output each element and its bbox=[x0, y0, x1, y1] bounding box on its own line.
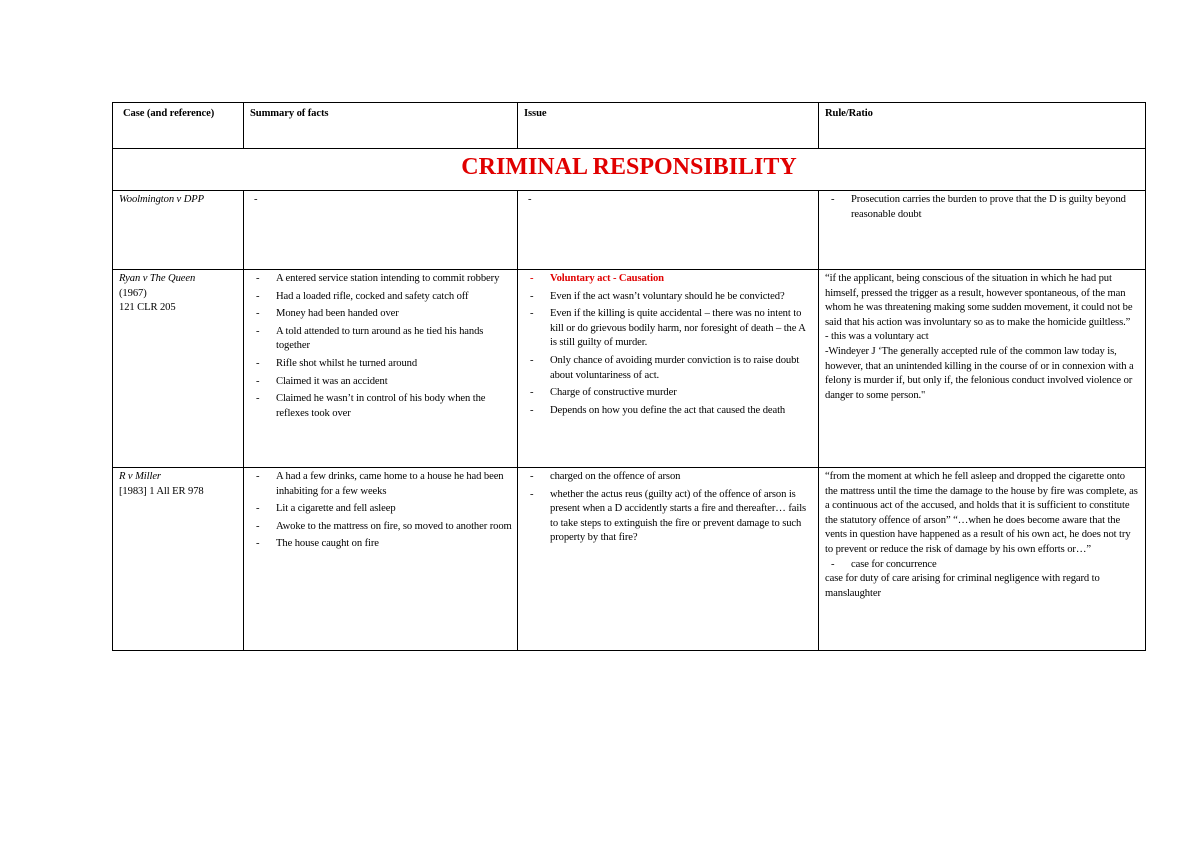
issue-list bbox=[524, 470, 813, 546]
case-name: R v Miller bbox=[119, 471, 161, 482]
issue-item: - whether the actus reus (guilty act) of the offence of arson is present when a D accidently starts a fire and thereafter… fails to take steps to extinguish the fire or prevent damage to such property by that fire? bbox=[524, 488, 813, 546]
fact-item: - Claimed he wasn’t in control of his body when the reflexes took over bbox=[250, 392, 512, 421]
case-row-ryan bbox=[113, 270, 1146, 468]
issue-item: - Only chance of avoiding murder conviction is to raise doubt about voluntariness of act. bbox=[524, 354, 813, 383]
rule-cell bbox=[819, 468, 1146, 651]
issue-item: - Even if the act wasn’t voluntary should he be convicted? bbox=[524, 290, 813, 305]
rule-quote: vents in question have happened as a result of his own act, he does not try to prevent or reduce the risk of damage by his own efforts or…” bbox=[825, 529, 1131, 555]
header-row bbox=[113, 103, 1146, 149]
fact-item: - Rifle shot whilst he turned around bbox=[250, 357, 512, 372]
fact-item: - Money had been handed over bbox=[250, 307, 512, 322]
header-rule: Rule/Ratio bbox=[819, 103, 1146, 149]
header-case: Case (and reference) bbox=[113, 103, 244, 149]
section-title: CRIMINAL RESPONSIBILITY bbox=[461, 153, 797, 180]
issue-item: - Charge of constructive murder bbox=[524, 386, 813, 401]
issue-cell bbox=[518, 468, 819, 651]
fact-item: - A had a few drinks, came home to a house he had been inhabiting for a few weeks bbox=[250, 470, 512, 499]
rule-note: - this was a voluntary act bbox=[825, 331, 929, 343]
facts-cell bbox=[244, 468, 518, 651]
issue-item: - Depends on how you define the act that caused the death bbox=[524, 404, 813, 419]
rule-quote: -Windeyer J ‘The generally accepted rule of the common law today is, however, that an unintended killing in the course of or in connexion with a felony is murder if, but only if, the felonious conduct involved violence or danger to some person." bbox=[825, 345, 1134, 401]
fact-item: - Awoke to the mattress on fire, so moved to another room bbox=[250, 520, 512, 535]
facts-list bbox=[250, 272, 512, 421]
rule-cell bbox=[819, 191, 1146, 270]
issue-list bbox=[524, 272, 813, 418]
rule-quote: “from the moment at which he fell asleep and dropped the cigarette onto the mattress until the time the damage to the house by fire was complete, as a continuous act of the accused, and holds that it is sufficient to constitute the statutory offence of arson” “…when he does become aware that the bbox=[825, 471, 1138, 526]
empty-dash: - bbox=[528, 194, 532, 205]
fact-item: - Claimed it was an accident bbox=[250, 375, 512, 390]
facts-list bbox=[250, 470, 512, 552]
section-banner-row bbox=[113, 149, 1146, 191]
rule-list bbox=[825, 558, 1140, 573]
facts-cell bbox=[244, 191, 518, 270]
issue-item: - charged on the offence of arson bbox=[524, 470, 813, 485]
rule-note: case for duty of care arising for criminal negligence with regard to manslaughter bbox=[825, 573, 1100, 599]
issue-heading: - Voluntary act - Causation bbox=[524, 272, 813, 287]
case-citation: [1983] 1 All ER 978 bbox=[119, 485, 204, 497]
issue-cell bbox=[518, 191, 819, 270]
case-cell bbox=[113, 191, 244, 270]
case-row-woolmington bbox=[113, 191, 1146, 270]
case-name: Woolmington v DPP bbox=[119, 194, 205, 205]
header-issue: Issue bbox=[518, 103, 819, 149]
fact-item: - Lit a cigarette and fell asleep bbox=[250, 502, 512, 517]
rule-cell bbox=[819, 270, 1146, 468]
rule-list bbox=[825, 193, 1140, 222]
issue-cell bbox=[518, 270, 819, 468]
fact-item: - A entered service station intending to commit robbery bbox=[250, 272, 512, 287]
header-facts: Summary of facts bbox=[244, 103, 518, 149]
case-table bbox=[112, 102, 1146, 651]
case-cell bbox=[113, 468, 244, 651]
fact-item: - A told attended to turn around as he tied his hands together bbox=[250, 325, 512, 354]
issue-item: - Even if the killing is quite accidental – there was no intent to kill or do grievous bodily harm, nor foresight of death – the A is still guilty of murder. bbox=[524, 307, 813, 351]
fact-item: - The house caught on fire bbox=[250, 537, 512, 552]
case-row-miller bbox=[113, 468, 1146, 651]
case-cell bbox=[113, 270, 244, 468]
case-citation: 121 CLR 205 bbox=[119, 302, 176, 314]
fact-item: - Had a loaded rifle, cocked and safety catch off bbox=[250, 290, 512, 305]
facts-cell bbox=[244, 270, 518, 468]
rule-item: - Prosecution carries the burden to prove that the D is guilty beyond reasonable doubt bbox=[825, 193, 1140, 222]
rule-item: - case for concurrence bbox=[825, 558, 1140, 573]
empty-dash: - bbox=[254, 194, 258, 205]
rule-quote: “if the applicant, being conscious of the situation in which he had put himself, pressed the trigger as a result, however spontaneous, of the man whom he was threatening making some sudden movement, it could not be said that his action was involuntary so as to make the homicide guiltless.” bbox=[825, 273, 1133, 328]
case-year: (1967) bbox=[119, 287, 147, 299]
case-name: Ryan v The Queen bbox=[119, 273, 196, 284]
